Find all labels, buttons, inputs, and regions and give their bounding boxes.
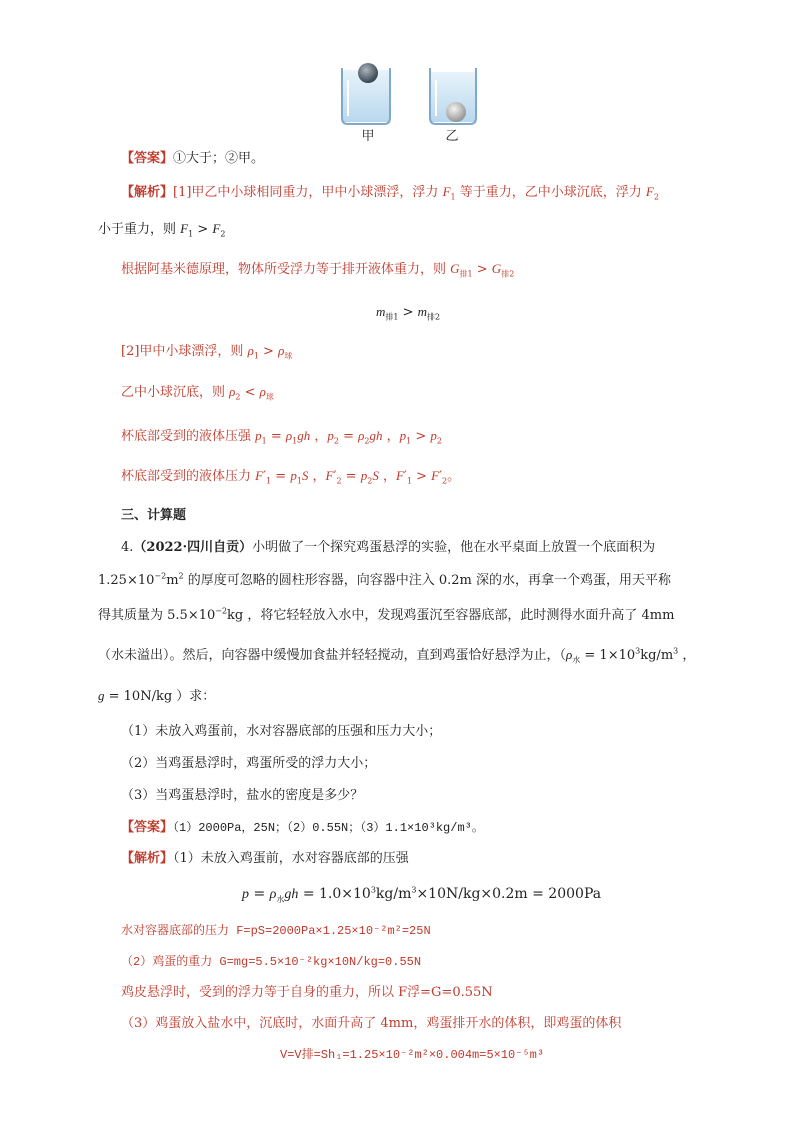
analysis-tag: 【解析】 xyxy=(121,185,174,200)
answer2-line xyxy=(121,820,484,836)
analysis2-line5: 鸡皮悬浮时，受到的浮力等于自身的重力，所以 F浮=G=0.55N xyxy=(121,985,493,1000)
sunken-ball xyxy=(446,102,466,122)
figure-label-left: 甲 xyxy=(361,129,375,144)
question-2: （2）当鸡蛋悬浮时，鸡蛋所受的浮力大小； xyxy=(121,756,377,771)
beaker-left xyxy=(342,63,390,124)
analysis1-line6: 乙中小球沉底，则 $\rho_2 < \rho_球$ xyxy=(121,384,274,402)
figure-label-right: 乙 xyxy=(445,129,459,144)
volume-formula: V=V排=Sh₁=1.25×10⁻²m²×0.004m=5×10⁻⁵m³ xyxy=(280,1048,545,1062)
analysis1-line3: 根据阿基米德原理，物体所受浮力等于排开液体重力，则 $G_{排1} > G_{排2}$ xyxy=(121,261,515,279)
analysis1-line7: 杯底部受到的液体压强 $p_1 = \rho_1gh$ ，$p_2 = \rho_2gh$ ，$p_1 > p_2$ xyxy=(121,428,442,446)
beaker-right xyxy=(430,68,476,124)
analysis1-line2: 小于重力，则 $F_1 > F_2$ xyxy=(98,221,226,239)
analysis1-line8: 杯底部受到的液体压力 $F'_1 = p_1S$ ，$F'_2 = p_2S$ ，$F'_1 > F'_2$。 xyxy=(121,468,461,486)
answer-text: （1）2000Pa，25N；（2）0.55N；（3）1.1×10³kg/m³。 xyxy=(173,821,484,835)
question-3: （3）当鸡蛋悬浮时，盐水的密度是多少？ xyxy=(121,788,364,803)
analysis2-line6: （3）鸡蛋放入盐水中，沉底时，水面升高了 4mm，鸡蛋排开水的体积，即鸡蛋的体积 xyxy=(121,1016,622,1031)
answer-tag: 【答案】 xyxy=(121,151,174,166)
buoyancy-figure xyxy=(330,58,490,144)
analysis1-line5: [2]甲中小球漂浮，则 $\rho_1 > \rho_球$ xyxy=(121,343,293,361)
pressure-formula: $p = \rho_水gh = 1.0\times 10^3kg/m^3\times 10N/kg\times 0.2m = 2000Pa$ xyxy=(242,885,602,904)
analysis1-line1: 【解析】[1]甲乙中小球相同重力，甲中小球漂浮，浮力 $F_1$ 等于重力，乙中小球沉底，浮力 $F_2$ xyxy=(121,184,659,202)
problem4-line5: g = 10N/kg ）求： xyxy=(98,688,216,704)
question-1: （1）未放入鸡蛋前，水对容器底部的压强和压力大小； xyxy=(121,724,442,739)
section-title: 三、计算题 xyxy=(121,508,187,523)
answer-text: ①大于；②甲。 xyxy=(173,151,265,166)
problem4-line1: 4.（2022·四川自贡）小明做了一个探究鸡蛋悬浮的实验，他在水平桌面上放置一个底面积为 xyxy=(121,540,656,555)
analysis2-line3: 水对容器底部的压力 F=pS=2000Pa×1.25×10⁻²m²=25N xyxy=(121,924,431,938)
answer1-line xyxy=(121,151,264,167)
analysis1-mass-relation: $m_{排1} > m_{排2}$ xyxy=(376,304,441,322)
analysis-tag: 【解析】 xyxy=(121,851,174,866)
problem4-line4: （水未溢出）。然后，向容器中缓慢加食盐并轻轻搅动，直到鸡蛋恰好悬浮为止，（$\rho_水 = 1\times 10^3kg/m^3$ ， xyxy=(98,646,696,665)
analysis2-line4: （2）鸡蛋的重力 G=mg=5.5×10⁻²kg×10N/kg=0.55N xyxy=(121,955,422,969)
analysis2-line1: 【解析】（1）未放入鸡蛋前，水对容器底部的压强 xyxy=(121,851,409,866)
problem4-line3: 得其质量为 $5.5\times 10^{-2}kg$ ，将它轻轻放入水中，发现鸡蛋沉至容器底部，此时测得水面升高了 4mm xyxy=(98,606,675,623)
problem4-line2: $1.25\times 10^{-2}m^2$ 的厚度可忽略的圆柱形容器，向容器中注入 0.2m 深的水，再拿一个鸡蛋，用天平称 xyxy=(98,571,672,588)
answer-tag: 【答案】 xyxy=(121,820,174,835)
floating-ball xyxy=(358,63,378,83)
